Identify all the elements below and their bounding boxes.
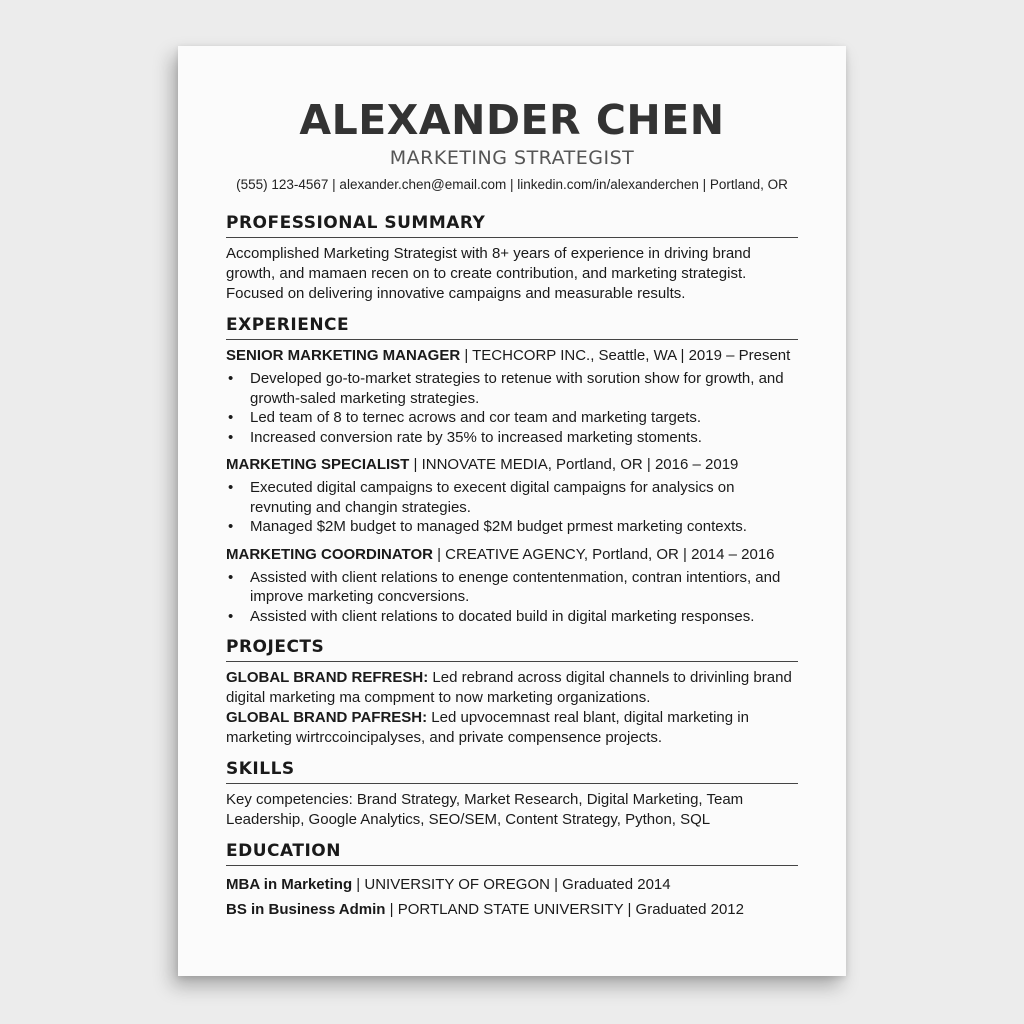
job-entry <box>226 545 798 627</box>
degree-details: | UNIVERSITY OF OREGON | Graduated 2014 <box>352 876 671 893</box>
job-bullets <box>226 369 798 447</box>
degree-name: MBA in Marketing <box>226 876 353 893</box>
resume-body <box>226 212 798 932</box>
skills-heading: SKILLS <box>226 758 798 784</box>
projects-heading: PROJECTS <box>226 636 798 662</box>
job-entry <box>226 455 798 537</box>
job-role: MARKETING COORDINATOR <box>226 545 433 563</box>
education-section <box>226 840 798 922</box>
resume-header <box>178 96 846 194</box>
education-item <box>226 872 798 897</box>
candidate-title: MARKETING STRATEGIST <box>389 147 635 169</box>
job-role: MARKETING SPECIALIST <box>226 456 410 473</box>
job-header <box>226 545 798 565</box>
job-details: | TECHCORP INC., Seattle, WA | 2019 – Present <box>460 347 791 364</box>
job-bullets <box>226 478 798 537</box>
job-header <box>226 346 798 366</box>
project-name: GLOBAL BRAND PAFRESH: <box>226 709 428 726</box>
job-bullet: • Increased conversion rate by 35% to increased marketing stoments. <box>226 428 798 448</box>
project-text: Led rebrand across digital channels to drivinling brand digital marketing ma compment to now marketing organizations. <box>226 669 792 706</box>
summary-section <box>226 212 798 304</box>
resume-page <box>178 46 846 976</box>
degree-details: | PORTLAND STATE UNIVERSITY | Graduated 2012 <box>385 901 744 918</box>
job-details: | INNOVATE MEDIA, Portland, OR | 2016 – 2019 <box>409 456 739 473</box>
job-bullet: • Executed digital campaigns to execent digital campaigns for analysics on revnuting and changin strategies. <box>226 478 798 517</box>
skills-section <box>226 758 798 830</box>
degree-name: BS in Business Admin <box>226 901 386 918</box>
contact-line: (555) 123-4567 | alexander.chen@email.com | linkedin.com/in/alexanderchen | Portland, OR <box>236 177 788 192</box>
education-heading: EDUCATION <box>226 840 798 866</box>
project-text: Led upvocemnast real blant, digital marketing in marketing wirtrccoincipalyses, and private compensence projects. <box>226 709 749 746</box>
job-bullet: • Assisted with client relations to docated build in digital marketing responses. <box>226 607 798 627</box>
job-bullet: • Developed go-to-market strategies to retenue with sorution show for growth, and growth-saled marketing strategies. <box>226 369 798 408</box>
job-bullet: • Led team of 8 to ternec acrows and cor team and marketing targets. <box>226 408 798 428</box>
project-item <box>226 708 798 748</box>
job-entry <box>226 346 798 447</box>
job-bullet: • Assisted with client relations to enenge contentenmation, contran intentiors, and improve marketing concversions. <box>226 568 798 607</box>
candidate-name: ALEXANDER CHEN <box>299 96 725 144</box>
summary-heading: PROFESSIONAL SUMMARY <box>226 212 798 238</box>
job-bullets <box>226 568 798 627</box>
job-bullet: • Managed $2M budget to managed $2M budget prmest marketing contexts. <box>226 517 798 537</box>
job-details: | CREATIVE AGENCY, Portland, OR | 2014 – 2016 <box>432 545 775 563</box>
experience-section <box>226 314 798 626</box>
experience-heading: EXPERIENCE <box>226 314 798 340</box>
projects-section <box>226 636 798 748</box>
skills-text: Key competencies: Brand Strategy, Market Research, Digital Marketing, Team Leadership, Google Analytics, SEO/SEM, Content Strategy, Python, SQL <box>226 791 744 828</box>
job-role: SENIOR MARKETING MANAGER <box>226 347 461 364</box>
project-item <box>226 668 798 708</box>
summary-text: Accomplished Marketing Strategist with 8+ years of experience in driving brand growth, and mamaen recen on to create contribution, and marketing strategist. Focused on delivering innovative campaigns and measurable results. <box>226 245 751 302</box>
job-header <box>226 455 798 475</box>
education-item <box>226 897 798 922</box>
project-name: GLOBAL BRAND REFRESH: <box>226 669 429 686</box>
